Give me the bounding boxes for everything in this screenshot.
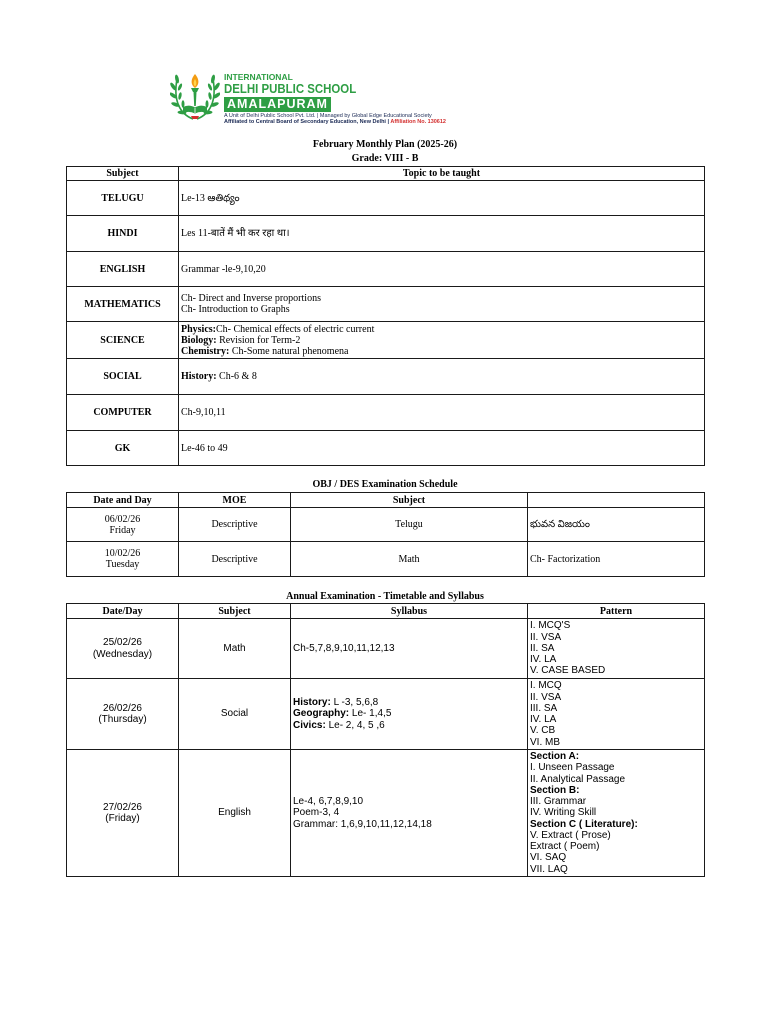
topic-cell (179, 395, 705, 431)
syllabus-line (293, 697, 525, 708)
laurel-torch-emblem-icon (170, 70, 220, 122)
syllabus-line (293, 708, 525, 719)
topic-line: Le-13 ఆతిథ్యం (181, 192, 240, 204)
header-topic: Topic to be taught (179, 167, 705, 181)
moe-cell: Descriptive (179, 508, 291, 542)
pattern-line: V. CB (530, 725, 556, 737)
topic-line (181, 346, 702, 357)
pattern-line: I. MCQ'S (530, 620, 571, 632)
header-syllabus: Syllabus (291, 604, 528, 619)
topic-line-text: Ch- Chemical effects of electric current (216, 323, 375, 335)
date: 06/02/26 (104, 513, 141, 525)
table-row (67, 359, 705, 395)
pattern-cell (528, 750, 705, 877)
annual-exam-title: Annual Examination - Timetable and Syllabus (286, 591, 484, 602)
pattern-cell (528, 679, 705, 750)
school-logo (170, 68, 470, 128)
pattern-line: V. Extract ( Prose) (530, 829, 611, 841)
pattern-line: II. VSA (530, 691, 562, 703)
table-row (67, 750, 705, 877)
table-row (67, 508, 705, 542)
table-header-row (67, 167, 705, 181)
topic-line-text: Ch-6 & 8 (216, 371, 257, 382)
header-moe: MOE (179, 493, 291, 508)
subject-cell: SCIENCE (67, 322, 179, 359)
affiliation-number: Affiliation No. 130612 (390, 119, 446, 125)
topic-cell (179, 359, 705, 395)
header-date-day: Date and Day (67, 493, 179, 508)
topic-line: Le-46 to 49 (181, 442, 228, 454)
table-header-row (67, 604, 705, 619)
topic-line: Grammar -le-9,10,20 (181, 263, 266, 275)
obj-des-title: OBJ / DES Examination Schedule (312, 479, 458, 490)
topic-line: Ch- Introduction to Graphs (181, 304, 290, 315)
subject-cell: English (179, 750, 291, 877)
pattern-line: III. Grammar (530, 796, 587, 808)
affiliation-text: Affiliated to Central Board of Secondary Education, New Delhi | (224, 119, 391, 125)
syllabus-line-text: Le- 2, 4, 5 ,6 (325, 719, 385, 731)
syllabus-line-text: Le- 1,4,5 (349, 708, 392, 720)
day: Friday (109, 524, 136, 536)
pattern-line: V. CASE BASED (530, 665, 606, 677)
header-subject: Subject (179, 604, 291, 619)
table-row (67, 252, 705, 287)
day: (Thursday) (98, 714, 147, 725)
pattern-line: II. Analytical Passage (530, 773, 626, 785)
pattern-line: IV. LA (530, 714, 557, 725)
table-row (67, 679, 705, 750)
pattern-line: II. VSA (530, 631, 562, 643)
header-date-day: Date/Day (67, 604, 179, 619)
topic-line-text: Revision for Term-2 (216, 334, 301, 346)
syllabus-cell (291, 750, 528, 877)
topic-line-label: Biology: (181, 334, 217, 346)
subject-cell: Math (291, 542, 528, 577)
obj-des-schedule-table (66, 492, 705, 577)
pattern-line: VII. LAQ (530, 863, 568, 875)
subject-cell: Social (179, 679, 291, 750)
table-row (67, 181, 705, 216)
date: 25/02/26 (103, 637, 142, 649)
table-row (67, 542, 705, 577)
table-row (67, 216, 705, 252)
subject-cell: COMPUTER (67, 395, 179, 431)
pattern-section-heading: Section B: (530, 784, 580, 796)
syllabus-line-label: History: (293, 697, 331, 709)
pattern-section-heading: Section A: (530, 751, 580, 763)
date: 10/02/26 (104, 548, 141, 559)
syllabus-line (293, 720, 525, 731)
table-header-row (67, 493, 705, 508)
date-cell (67, 619, 179, 679)
topic-cell: Ch- Factorization (528, 542, 705, 577)
page-title: February Monthly Plan (2025-26) (312, 139, 458, 150)
header-subject: Subject (67, 167, 179, 181)
syllabus-line-text: L -3, 5,6,8 (330, 697, 379, 709)
day: (Friday) (105, 813, 140, 824)
topic-cell (179, 322, 705, 359)
header-pattern: Pattern (528, 604, 705, 619)
subject-cell: TELUGU (67, 181, 179, 216)
table-row (67, 395, 705, 431)
subject-cell: GK (67, 431, 179, 466)
annual-exam-table (66, 603, 705, 877)
pattern-line: IV. LA (530, 654, 557, 666)
grade-title: Grade: VIII - B (351, 153, 419, 164)
pattern-line: I. Unseen Passage (530, 762, 615, 774)
school-affiliation (224, 119, 446, 125)
subject-cell: SOCIAL (67, 359, 179, 395)
syllabus-line: Ch-5,7,8,9,10,11,12,13 (293, 642, 395, 654)
topic-line: Ch- Direct and Inverse proportions (181, 293, 321, 304)
monthly-plan-table (66, 166, 705, 466)
moe-cell: Descriptive (179, 542, 291, 577)
syllabus-line: Le-4, 6,7,8,9,10 (293, 796, 364, 808)
pattern-line: Extract ( Poem) (530, 841, 600, 853)
topic-cell (179, 431, 705, 466)
school-name-line1: INTERNATIONAL (224, 72, 293, 82)
table-row (67, 322, 705, 359)
header-subject: Subject (291, 493, 528, 508)
date: 26/02/26 (103, 702, 142, 714)
pattern-line: II. SA (530, 642, 555, 654)
topic-cell (179, 287, 705, 322)
pattern-line: VI. SAQ (530, 852, 567, 864)
date-cell (67, 542, 179, 577)
syllabus-cell (291, 619, 528, 679)
day: (Wednesday) (92, 648, 153, 660)
date-cell (67, 508, 179, 542)
pattern-line: VI. MB (530, 736, 561, 748)
topic-line-label: Chemistry: (181, 345, 230, 357)
topic-cell: భువన విజయం (528, 508, 705, 542)
topic-line (181, 371, 702, 382)
topic-line-text: Ch-Some natural phenomena (229, 345, 349, 357)
topic-line-label: Physics: (181, 323, 216, 335)
header-blank (528, 493, 705, 508)
pattern-line: I. MCQ (530, 680, 562, 692)
subject-cell: Math (179, 619, 291, 679)
syllabus-line-label: Civics: (293, 719, 326, 731)
table-row (67, 287, 705, 322)
pattern-line: IV. Writing Skill (530, 807, 597, 819)
syllabus-cell (291, 679, 528, 750)
school-name-line2: DELHI PUBLIC SCHOOL (224, 81, 357, 96)
topic-line (181, 324, 702, 335)
syllabus-line: Grammar: 1,6,9,10,11,12,14,18 (293, 818, 432, 830)
topic-cell (179, 181, 705, 216)
pattern-line: III. SA (530, 702, 558, 714)
date: 27/02/26 (103, 801, 142, 813)
table-row (67, 431, 705, 466)
syllabus-line: Poem-3, 4 (293, 807, 340, 819)
pattern-section-heading: Section C ( Literature): (530, 818, 638, 830)
date-cell (67, 679, 179, 750)
subject-cell: ENGLISH (67, 252, 179, 287)
topic-line: Ch-9,10,11 (181, 407, 226, 418)
table-row (67, 619, 705, 679)
subject-cell: Telugu (291, 508, 528, 542)
pattern-cell (528, 619, 705, 679)
topic-line-label: History: (181, 371, 217, 382)
school-campus-badge: AMALAPURAM (224, 97, 331, 112)
subject-cell: MATHEMATICS (67, 287, 179, 322)
topic-line (181, 335, 702, 346)
school-tagline: A Unit of Delhi Public School Pvt. Ltd. | Managed by Global Edge Educational Society (224, 113, 432, 119)
subject-cell: HINDI (67, 216, 179, 252)
day: Tuesday (105, 559, 140, 570)
date-cell (67, 750, 179, 877)
syllabus-line-label: Geography: (293, 708, 350, 720)
topic-cell (179, 252, 705, 287)
topic-line: Les 11-बातें मैं भी कर रहा था। (181, 228, 290, 239)
topic-cell (179, 216, 705, 252)
